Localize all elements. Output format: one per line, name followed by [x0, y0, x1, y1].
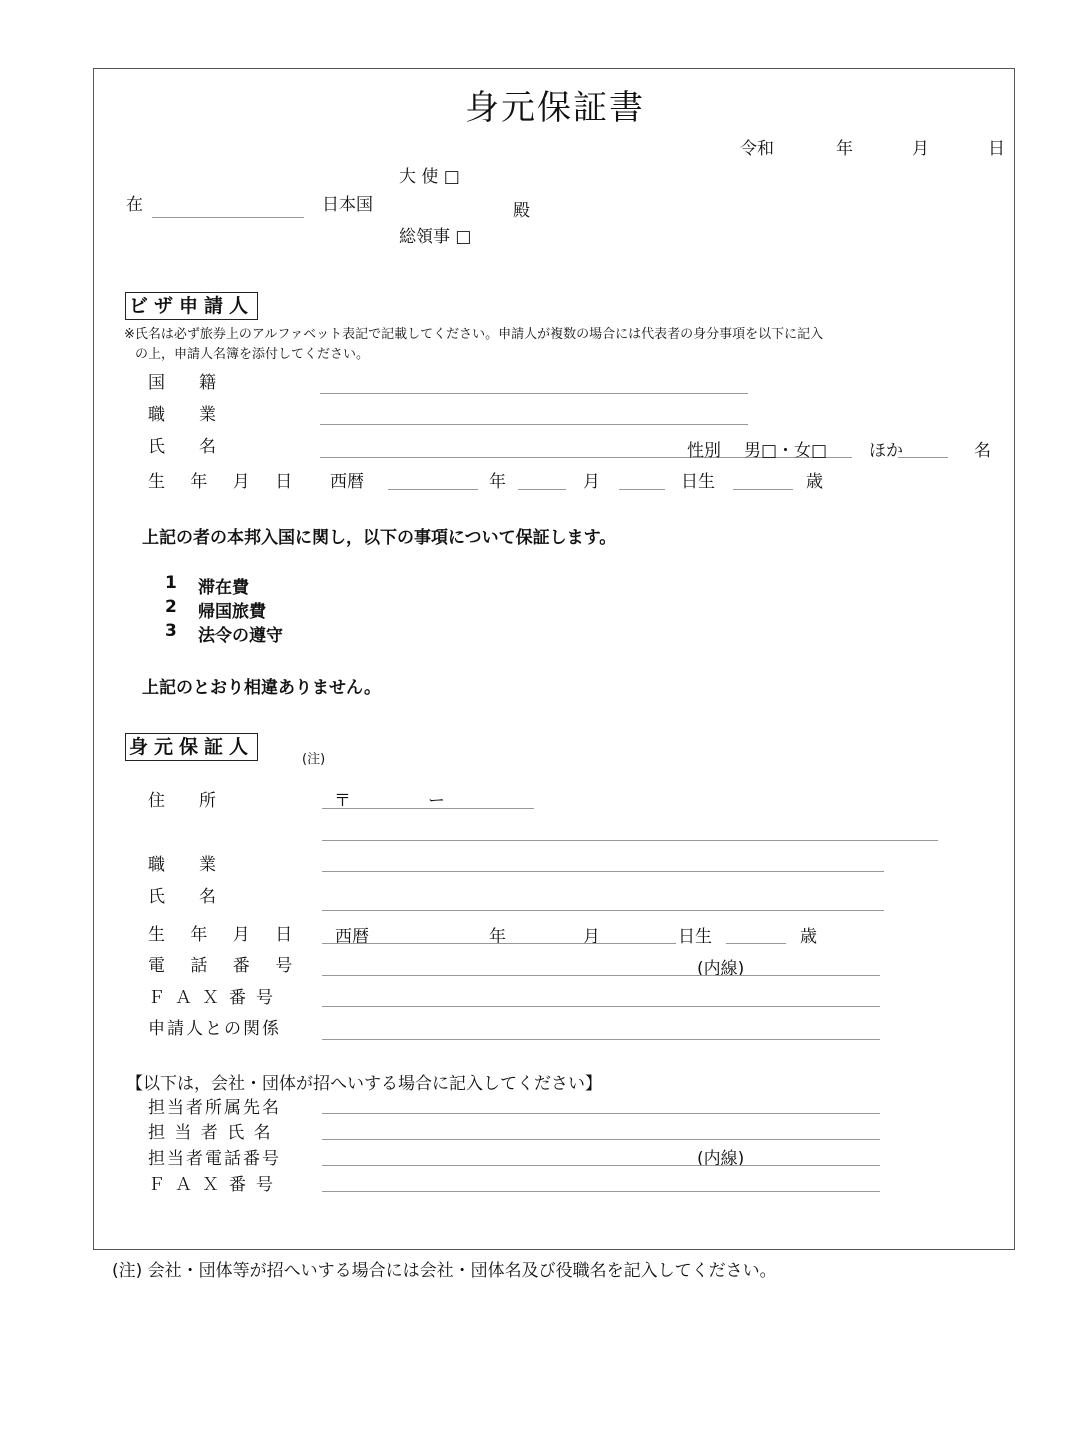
occupation-label: 職 業	[148, 405, 216, 425]
postal-dash: ー	[428, 791, 445, 811]
contact-fax-label: ＦＡＸ番号	[148, 1175, 283, 1195]
company-section-heading: 【以下は，会社・団体が招へいする場合に記入してください】	[126, 1074, 602, 1094]
consul-checkbox-label[interactable]: 総領事 □	[399, 227, 472, 247]
birth-day-field[interactable]	[619, 489, 665, 490]
applicant-note-line1: ※氏名は必ず旅券上のアルファベット表記で記載してください。申請人が複数の場合には代表者の身分事項を以下に記入	[124, 327, 824, 342]
guarantor-name-label: 氏 名	[148, 887, 216, 907]
contact-extension-label: (内線)	[697, 1149, 745, 1169]
month-label: 月	[583, 472, 600, 492]
confirmation-statement: 上記のとおり相違ありません。	[142, 678, 382, 698]
relationship-label: 申請人との関係	[148, 1019, 281, 1039]
others-label: ほか	[869, 441, 903, 461]
guarantor-age-label: 歳	[800, 927, 817, 947]
nationality-label: 国 籍	[148, 373, 216, 393]
guarantor-western-calendar: 西暦	[335, 927, 369, 947]
ambassador-checkbox-label[interactable]: 大 使 □	[399, 167, 460, 187]
guarantor-month-label: 月	[583, 927, 600, 947]
guarantor-phone-field[interactable]	[322, 975, 880, 976]
honorific: 殿	[513, 201, 530, 221]
guarantor-occupation-label: 職 業	[148, 855, 216, 875]
guarantor-born-day-label: 日生	[678, 927, 712, 947]
address-prefix: 在	[126, 195, 143, 215]
gender-options[interactable]: 男□・女□	[744, 441, 828, 461]
guarantee-statement: 上記の者の本邦入国に関し，以下の事項について保証します。	[142, 528, 617, 548]
guarantor-age-field[interactable]	[726, 943, 786, 944]
guarantor-address-field[interactable]	[322, 840, 938, 841]
western-calendar-label: 西暦	[330, 472, 364, 492]
guarantee-item-num: 1	[165, 573, 177, 593]
others-count-field[interactable]	[898, 457, 948, 458]
nationality-field[interactable]	[320, 393, 748, 394]
guarantor-birthdate-label: 生 年 月 日	[148, 925, 303, 945]
country-label: 日本国	[322, 195, 373, 215]
contact-fax-field[interactable]	[322, 1191, 880, 1192]
date-era: 令和	[740, 139, 774, 159]
dept-label: 担当者所属先名	[148, 1098, 281, 1118]
guarantor-year-label: 年	[489, 927, 506, 947]
age-field[interactable]	[733, 489, 793, 490]
count-unit: 名	[974, 441, 991, 461]
age-label: 歳	[806, 472, 823, 492]
embassy-location-field[interactable]	[152, 217, 304, 218]
footnote: (注) 会社・団体等が招へいする場合には会社・団体名及び役職名を記入してください。	[112, 1261, 777, 1281]
relationship-field[interactable]	[322, 1039, 880, 1040]
born-day-label: 日生	[681, 472, 715, 492]
year-label: 年	[489, 472, 506, 492]
guarantor-occupation-field[interactable]	[322, 871, 884, 872]
guarantor-extension-label: (内線)	[697, 959, 745, 979]
guarantor-fax-label: ＦＡＸ番号	[148, 988, 283, 1008]
guarantee-item-num: 2	[165, 597, 177, 617]
birth-year-field[interactable]	[388, 489, 478, 490]
applicant-note-line2: の上，申請人名簿を添付してください。	[135, 347, 370, 362]
guarantor-heading: 身元保証人	[125, 733, 258, 761]
date-year: 年	[836, 139, 853, 159]
page-title: 身元保証書	[465, 88, 645, 128]
guarantor-phone-label: 電 話 番 号	[148, 956, 303, 976]
name-label: 氏 名	[148, 437, 216, 457]
contact-person-label: 担 当 者 氏 名	[148, 1123, 273, 1143]
postal-mark: 〒	[334, 791, 351, 811]
date-day: 日	[988, 139, 1005, 159]
birthdate-label: 生 年 月 日	[148, 472, 303, 492]
guarantee-item-text: 滞在費	[198, 578, 249, 598]
guarantor-note-mark: (注)	[302, 752, 326, 767]
contact-phone-label: 担当者電話番号	[148, 1149, 281, 1169]
gender-label: 性別	[687, 441, 721, 461]
contact-phone-field[interactable]	[322, 1165, 880, 1166]
guarantor-birthdate-field[interactable]	[322, 943, 676, 944]
postal-code-field[interactable]	[322, 808, 534, 809]
guarantee-item-text: 帰国旅費	[198, 602, 266, 622]
birth-month-field[interactable]	[518, 489, 566, 490]
guarantor-address-label: 住 所	[148, 791, 216, 811]
applicant-heading: ビザ申請人	[125, 292, 258, 320]
dept-field[interactable]	[322, 1113, 880, 1114]
guarantee-item-num: 3	[165, 621, 177, 641]
contact-person-field[interactable]	[322, 1139, 880, 1140]
guarantor-fax-field[interactable]	[322, 1006, 880, 1007]
guarantee-item-text: 法令の遵守	[198, 626, 283, 646]
guarantor-name-field[interactable]	[322, 910, 884, 911]
date-month: 月	[912, 139, 929, 159]
occupation-field[interactable]	[320, 424, 748, 425]
